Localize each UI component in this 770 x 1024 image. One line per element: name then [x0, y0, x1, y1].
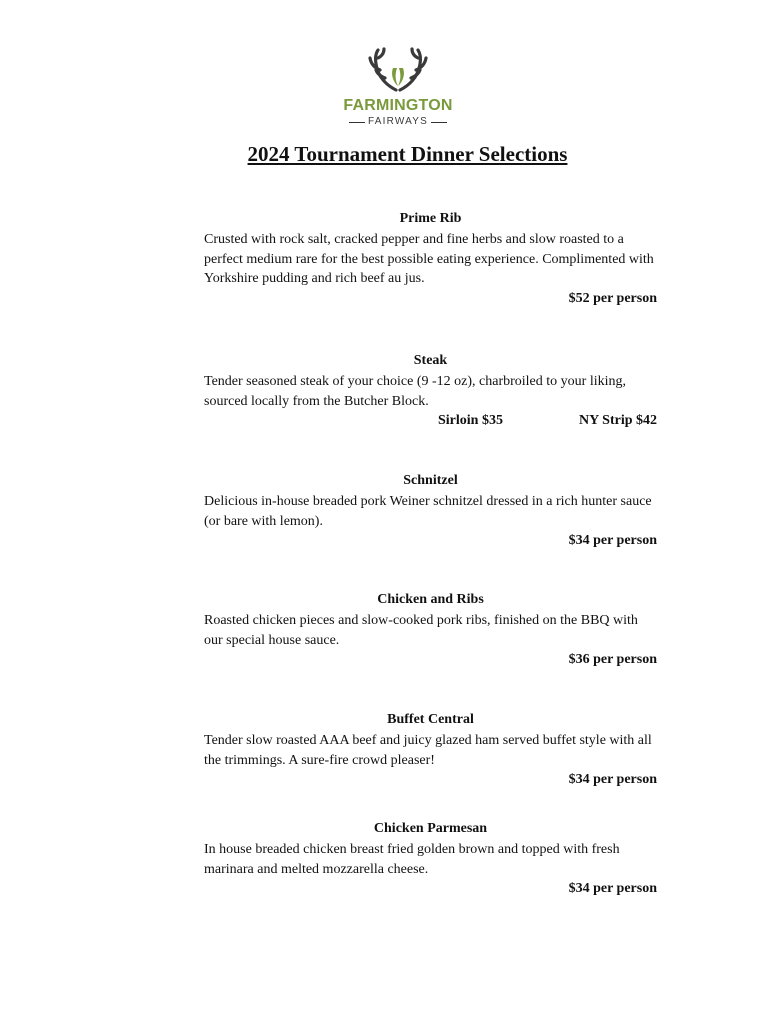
menu-item-price: $34 per person: [568, 533, 657, 548]
divider: [431, 122, 447, 123]
menu-item-description: Crusted with rock salt, cracked pepper and fine herbs and slow roasted to a perfect medium rare for the best possible eating experience. Complimented with Yorkshire pudding and rich beef au jus.: [204, 232, 654, 286]
menu-item-price: $34 per person: [568, 772, 657, 787]
brand-name: FARMINGTON: [343, 97, 453, 114]
menu-item-price: $52 per person: [568, 290, 657, 306]
menu-item-steak: [204, 351, 657, 431]
menu-item-description: Tender slow roasted AAA beef and juicy glazed ham served buffet style with all the trimmings. A sure-fire crowd pleaser!: [204, 733, 652, 768]
menu-item-title: Steak: [413, 353, 448, 368]
divider: [349, 122, 365, 123]
menu-item-title: Chicken and Ribs: [377, 592, 484, 607]
menu-item-title: Schnitzel: [403, 473, 458, 488]
price-option-ny-strip: NY Strip $42: [578, 413, 657, 428]
menu-item-title: Prime Rib: [399, 211, 462, 226]
brand-subtitle-row: [335, 116, 461, 128]
menu-item-schnitzel: [204, 471, 657, 551]
price-options: [204, 411, 657, 431]
menu-item-description: In house breaded chicken breast fried golden brown and topped with fresh marinara and melted mozzarella cheese.: [204, 842, 620, 877]
price-option-sirloin: Sirloin $35: [438, 413, 503, 428]
menu-item-prime-rib: [204, 209, 657, 309]
brand-logo: [335, 46, 461, 134]
menu-item-price: $36 per person: [568, 652, 657, 667]
page-title: 2024 Tournament Dinner Selections: [247, 142, 568, 166]
menu-item-chicken-and-ribs: [204, 590, 657, 670]
brand-subtitle: FAIRWAYS: [368, 116, 428, 127]
menu-item-title: Buffet Central: [387, 712, 474, 727]
antlers-icon: [366, 46, 430, 96]
menu-item-description: Tender seasoned steak of your choice (9 -12 oz), charbroiled to your liking, sourced locally from the Butcher Block.: [204, 374, 626, 409]
menu-item-chicken-parmesan: [204, 819, 657, 899]
menu-item-title: Chicken Parmesan: [373, 821, 488, 836]
menu-item-buffet-central: [204, 710, 657, 790]
menu-item-description: Roasted chicken pieces and slow-cooked pork ribs, finished on the BBQ with our special house sauce.: [204, 613, 638, 648]
menu-item-price: $34 per person: [568, 881, 657, 896]
menu-item-description: Delicious in-house breaded pork Weiner schnitzel dressed in a rich hunter sauce (or bare with lemon).: [204, 494, 652, 529]
